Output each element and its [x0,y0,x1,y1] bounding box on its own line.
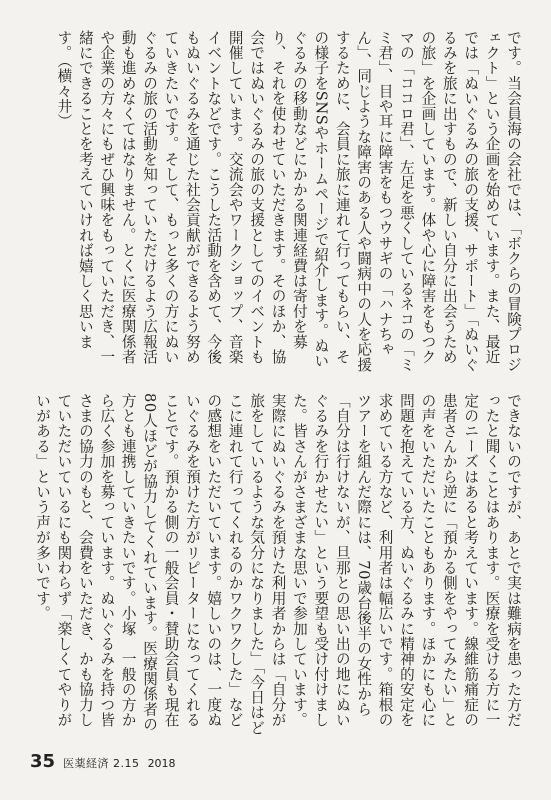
journal-issue: 医薬経済 2.15 [63,757,140,770]
page-number: 35 [30,751,56,772]
article-column-bottom: できないのですが、あとで実は難病を患った方だったと聞くことはあります。医療を受ける方に一定のニーズはあると考えています。線維筋痛症の患者さんから逆に「預かる側をやってみたい」との声をいただいたこともあります。ほかにも心に問題を抱えている方、ぬいぐるみに精神的安定を求めている方など、利用者は幅広いです。箱根のツアーを組んだ際には、70歳台後半の女性から「自分は行けないが、旦那との思い出の地にぬいぐるみを行かせたい」という要望も受け付けました。皆さんがさまざまな思いで参加しています。実際にぬいぐるみを預けた利用者からは「自分が旅をしているような気分になりました」「今日はどこに連れて行ってくれるのかワクワクした」などの感想をいただいています。嬉しいのは、一度ぬいぐるみを預けた方がリピーターになってくれることです。預かる側の一般会員・賛助会員も現在80人ほどが協力してくれています。医療関係者の方とも連携していきたいです。小塚 一般の方から広く参加を募っています。ぬいぐるみを持つ皆さまの協力のもと、会費をいただき、かも協力していただいているにも関わらず「楽しくてやりがいがある」という声が多いです。 [34,393,522,736]
page-footer [30,751,176,772]
issue-year: 2018 [147,757,176,770]
article-column-top: です。当会員海の会社では、「ボクらの冒険プロジェクト」という企画を始めています。また、最近では「ぬいぐるみの旅の支援、サポート」「ぬいぐるみを旅に出すもので、新しい自分に出会うための旅」を企画しています。体や心に障害をもつクマの「ココロ君」、左足を悪くしているネコの「ミミ君」、目や耳に障害をもつウサギの「ハナちゃん」、同じような障害のある人や闘病中の人を応援するために、会員に旅に連れて行ってもらい、その様子をSNSやホームページで紹介します。ぬいぐるみの移動などにかかる関連経費は寄付を募り、それを使わせていただきます。そのほか、協会ではぬいぐるみの旅の支援としてのイベントも開催しています。交流会やワークショップ、音楽イベントなどです。こうした活動を含めて、今後もぬいぐるみを通じた社会貢献ができるよう努めていきたいです。そして、もっと多くの方にぬいぐるみの旅の活動を知っていただけるよう広報活動も進めなくてはなりません。とくに医療関係者や企業の方々にもぜひ興味をもっていただき、一緒にできることを考えていければ嬉しく思います。（横々井） [55,30,522,373]
